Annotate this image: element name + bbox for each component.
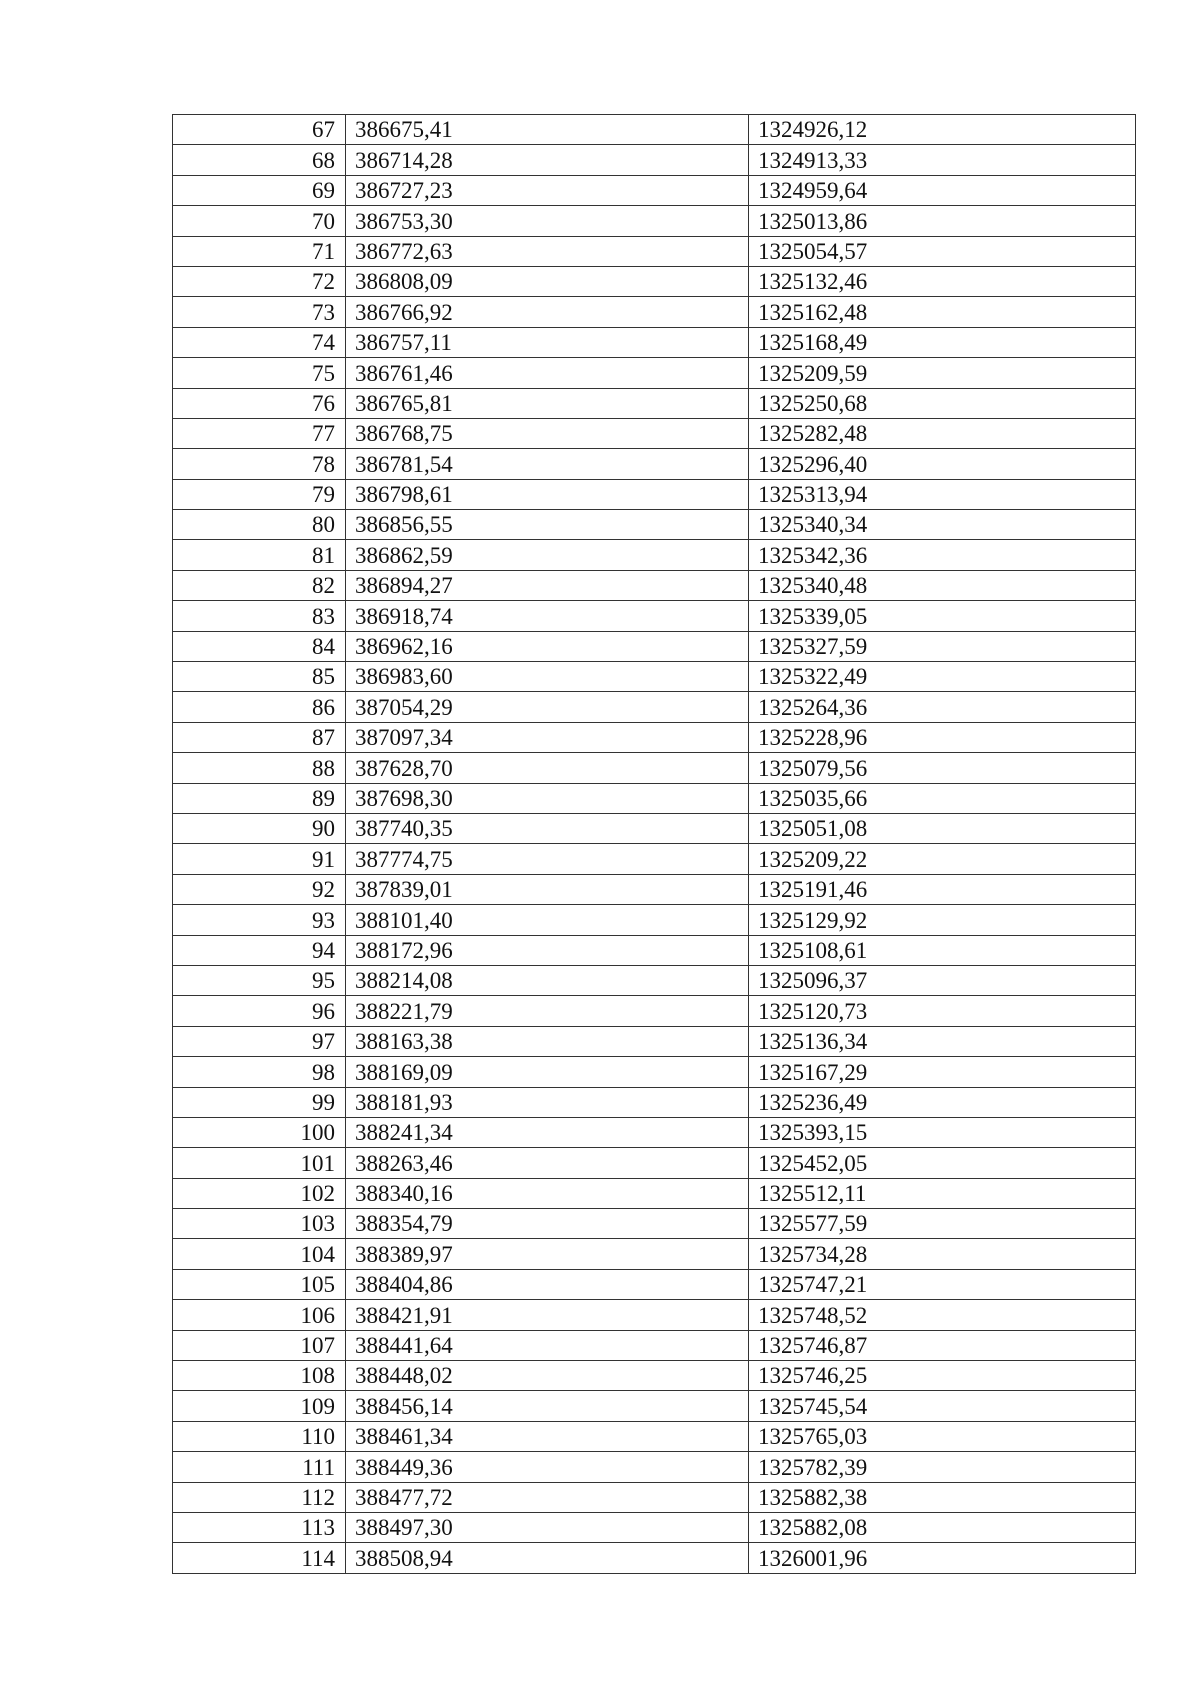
point-number: 106: [173, 1300, 346, 1330]
y-coordinate: 1325236,49: [749, 1087, 1136, 1117]
point-number: 96: [173, 996, 346, 1026]
x-coordinate: 388169,09: [346, 1057, 749, 1087]
x-coordinate: 387054,29: [346, 692, 749, 722]
table-row: [173, 236, 1136, 266]
x-coordinate: 386894,27: [346, 570, 749, 600]
x-coordinate: 388389,97: [346, 1239, 749, 1269]
point-number: 82: [173, 570, 346, 600]
x-coordinate: 388101,40: [346, 905, 749, 935]
point-number: 95: [173, 965, 346, 995]
y-coordinate: 1325054,57: [749, 236, 1136, 266]
x-coordinate: 387698,30: [346, 783, 749, 813]
table-row: [173, 631, 1136, 661]
y-coordinate: 1325734,28: [749, 1239, 1136, 1269]
x-coordinate: 386772,63: [346, 236, 749, 266]
point-number: 78: [173, 449, 346, 479]
y-coordinate: 1325132,46: [749, 266, 1136, 296]
point-number: 70: [173, 206, 346, 236]
table-row: [173, 145, 1136, 175]
table-row: [173, 753, 1136, 783]
table-row: [173, 540, 1136, 570]
y-coordinate: 1325013,86: [749, 206, 1136, 236]
point-number: 99: [173, 1087, 346, 1117]
table-row: [173, 1361, 1136, 1391]
x-coordinate: 387628,70: [346, 753, 749, 783]
x-coordinate: 387097,34: [346, 722, 749, 752]
y-coordinate: 1325096,37: [749, 965, 1136, 995]
x-coordinate: 386781,54: [346, 449, 749, 479]
table-row: [173, 1057, 1136, 1087]
table-row: [173, 327, 1136, 357]
y-coordinate: 1325313,94: [749, 479, 1136, 509]
y-coordinate: 1325191,46: [749, 874, 1136, 904]
point-number: 75: [173, 358, 346, 388]
point-number: 85: [173, 662, 346, 692]
table-row: [173, 115, 1136, 145]
point-number: 89: [173, 783, 346, 813]
y-coordinate: 1325264,36: [749, 692, 1136, 722]
table-row: [173, 662, 1136, 692]
table-row: [173, 692, 1136, 722]
y-coordinate: 1325746,25: [749, 1361, 1136, 1391]
table-row: [173, 1421, 1136, 1451]
point-number: 109: [173, 1391, 346, 1421]
table-row: [173, 1330, 1136, 1360]
y-coordinate: 1325747,21: [749, 1269, 1136, 1299]
y-coordinate: 1325108,61: [749, 935, 1136, 965]
x-coordinate: 386856,55: [346, 510, 749, 540]
table-row: [173, 449, 1136, 479]
x-coordinate: 386761,46: [346, 358, 749, 388]
point-number: 98: [173, 1057, 346, 1087]
x-coordinate: 386766,92: [346, 297, 749, 327]
table-row: [173, 965, 1136, 995]
y-coordinate: 1325120,73: [749, 996, 1136, 1026]
point-number: 102: [173, 1178, 346, 1208]
point-number: 114: [173, 1543, 346, 1573]
table-row: [173, 1026, 1136, 1056]
point-number: 107: [173, 1330, 346, 1360]
point-number: 108: [173, 1361, 346, 1391]
table-row: [173, 722, 1136, 752]
coordinates-table-body: [173, 115, 1136, 1574]
table-row: [173, 510, 1136, 540]
y-coordinate: 1325342,36: [749, 540, 1136, 570]
y-coordinate: 1325051,08: [749, 813, 1136, 843]
x-coordinate: 386862,59: [346, 540, 749, 570]
table-row: [173, 601, 1136, 631]
table-row: [173, 874, 1136, 904]
x-coordinate: 388497,30: [346, 1512, 749, 1542]
x-coordinate: 388340,16: [346, 1178, 749, 1208]
point-number: 88: [173, 753, 346, 783]
point-number: 101: [173, 1148, 346, 1178]
table-row: [173, 1087, 1136, 1117]
point-number: 91: [173, 844, 346, 874]
y-coordinate: 1325228,96: [749, 722, 1136, 752]
point-number: 68: [173, 145, 346, 175]
x-coordinate: 388441,64: [346, 1330, 749, 1360]
y-coordinate: 1325340,34: [749, 510, 1136, 540]
x-coordinate: 388354,79: [346, 1209, 749, 1239]
point-number: 69: [173, 175, 346, 205]
point-number: 93: [173, 905, 346, 935]
point-number: 111: [173, 1452, 346, 1482]
table-row: [173, 1209, 1136, 1239]
table-row: [173, 388, 1136, 418]
point-number: 92: [173, 874, 346, 904]
y-coordinate: 1325340,48: [749, 570, 1136, 600]
y-coordinate: 1324959,64: [749, 175, 1136, 205]
x-coordinate: 387740,35: [346, 813, 749, 843]
table-row: [173, 479, 1136, 509]
y-coordinate: 1325782,39: [749, 1452, 1136, 1482]
point-number: 86: [173, 692, 346, 722]
y-coordinate: 1325129,92: [749, 905, 1136, 935]
table-row: [173, 297, 1136, 327]
x-coordinate: 388448,02: [346, 1361, 749, 1391]
y-coordinate: 1325250,68: [749, 388, 1136, 418]
y-coordinate: 1325209,59: [749, 358, 1136, 388]
point-number: 67: [173, 115, 346, 145]
table-row: [173, 935, 1136, 965]
point-number: 100: [173, 1117, 346, 1147]
table-row: [173, 358, 1136, 388]
y-coordinate: 1325327,59: [749, 631, 1136, 661]
x-coordinate: 386983,60: [346, 662, 749, 692]
table-row: [173, 1117, 1136, 1147]
x-coordinate: 386675,41: [346, 115, 749, 145]
point-number: 81: [173, 540, 346, 570]
point-number: 73: [173, 297, 346, 327]
y-coordinate: 1324926,12: [749, 115, 1136, 145]
x-coordinate: 388421,91: [346, 1300, 749, 1330]
y-coordinate: 1325282,48: [749, 418, 1136, 448]
x-coordinate: 388172,96: [346, 935, 749, 965]
y-coordinate: 1325296,40: [749, 449, 1136, 479]
point-number: 113: [173, 1512, 346, 1542]
x-coordinate: 386768,75: [346, 418, 749, 448]
table-row: [173, 1148, 1136, 1178]
table-row: [173, 1543, 1136, 1573]
table-row: [173, 1482, 1136, 1512]
point-number: 87: [173, 722, 346, 752]
point-number: 84: [173, 631, 346, 661]
x-coordinate: 386727,23: [346, 175, 749, 205]
y-coordinate: 1325168,49: [749, 327, 1136, 357]
point-number: 112: [173, 1482, 346, 1512]
coordinates-table: [172, 114, 1136, 1574]
y-coordinate: 1325882,08: [749, 1512, 1136, 1542]
point-number: 104: [173, 1239, 346, 1269]
x-coordinate: 388241,34: [346, 1117, 749, 1147]
x-coordinate: 388221,79: [346, 996, 749, 1026]
x-coordinate: 386765,81: [346, 388, 749, 418]
x-coordinate: 388163,38: [346, 1026, 749, 1056]
table-row: [173, 844, 1136, 874]
y-coordinate: 1325577,59: [749, 1209, 1136, 1239]
y-coordinate: 1325452,05: [749, 1148, 1136, 1178]
point-number: 79: [173, 479, 346, 509]
table-row: [173, 783, 1136, 813]
table-row: [173, 996, 1136, 1026]
x-coordinate: 388214,08: [346, 965, 749, 995]
x-coordinate: 386808,09: [346, 266, 749, 296]
point-number: 105: [173, 1269, 346, 1299]
y-coordinate: 1325162,48: [749, 297, 1136, 327]
point-number: 83: [173, 601, 346, 631]
x-coordinate: 388263,46: [346, 1148, 749, 1178]
x-coordinate: 386757,11: [346, 327, 749, 357]
point-number: 72: [173, 266, 346, 296]
x-coordinate: 386798,61: [346, 479, 749, 509]
x-coordinate: 386714,28: [346, 145, 749, 175]
table-row: [173, 905, 1136, 935]
table-row: [173, 418, 1136, 448]
table-row: [173, 570, 1136, 600]
point-number: 90: [173, 813, 346, 843]
y-coordinate: 1325035,66: [749, 783, 1136, 813]
y-coordinate: 1325167,29: [749, 1057, 1136, 1087]
table-row: [173, 1300, 1136, 1330]
point-number: 97: [173, 1026, 346, 1056]
table-row: [173, 1512, 1136, 1542]
point-number: 76: [173, 388, 346, 418]
table-row: [173, 175, 1136, 205]
table-row: [173, 1391, 1136, 1421]
y-coordinate: 1324913,33: [749, 145, 1136, 175]
point-number: 94: [173, 935, 346, 965]
y-coordinate: 1325393,15: [749, 1117, 1136, 1147]
table-row: [173, 1239, 1136, 1269]
table-row: [173, 206, 1136, 236]
y-coordinate: 1325322,49: [749, 662, 1136, 692]
y-coordinate: 1325745,54: [749, 1391, 1136, 1421]
table-row: [173, 1452, 1136, 1482]
y-coordinate: 1325209,22: [749, 844, 1136, 874]
point-number: 71: [173, 236, 346, 266]
x-coordinate: 386962,16: [346, 631, 749, 661]
x-coordinate: 388404,86: [346, 1269, 749, 1299]
x-coordinate: 388508,94: [346, 1543, 749, 1573]
x-coordinate: 388477,72: [346, 1482, 749, 1512]
table-row: [173, 1178, 1136, 1208]
y-coordinate: 1325079,56: [749, 753, 1136, 783]
point-number: 74: [173, 327, 346, 357]
point-number: 77: [173, 418, 346, 448]
y-coordinate: 1325746,87: [749, 1330, 1136, 1360]
y-coordinate: 1325339,05: [749, 601, 1136, 631]
y-coordinate: 1325136,34: [749, 1026, 1136, 1056]
x-coordinate: 388449,36: [346, 1452, 749, 1482]
x-coordinate: 388181,93: [346, 1087, 749, 1117]
point-number: 110: [173, 1421, 346, 1451]
x-coordinate: 388456,14: [346, 1391, 749, 1421]
x-coordinate: 387839,01: [346, 874, 749, 904]
y-coordinate: 1325765,03: [749, 1421, 1136, 1451]
y-coordinate: 1325882,38: [749, 1482, 1136, 1512]
y-coordinate: 1325748,52: [749, 1300, 1136, 1330]
x-coordinate: 386918,74: [346, 601, 749, 631]
y-coordinate: 1326001,96: [749, 1543, 1136, 1573]
table-row: [173, 1269, 1136, 1299]
x-coordinate: 388461,34: [346, 1421, 749, 1451]
table-row: [173, 813, 1136, 843]
point-number: 80: [173, 510, 346, 540]
table-row: [173, 266, 1136, 296]
y-coordinate: 1325512,11: [749, 1178, 1136, 1208]
point-number: 103: [173, 1209, 346, 1239]
x-coordinate: 387774,75: [346, 844, 749, 874]
x-coordinate: 386753,30: [346, 206, 749, 236]
